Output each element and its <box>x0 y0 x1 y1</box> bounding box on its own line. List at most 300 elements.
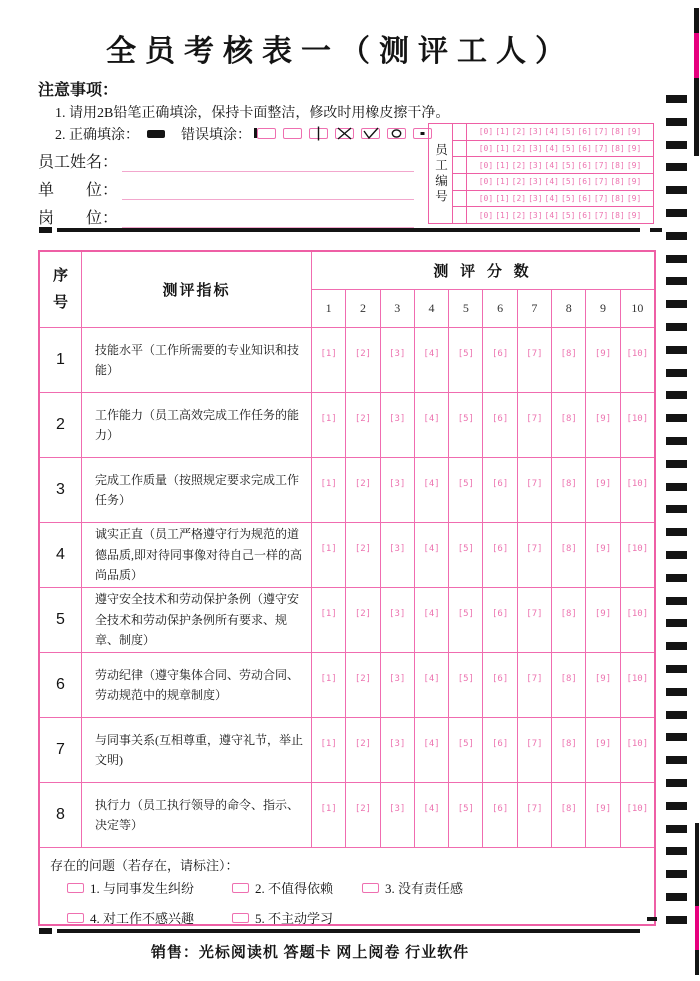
employee-number-write-cell[interactable] <box>453 157 467 173</box>
score-bubble-cell[interactable] <box>621 783 654 847</box>
separator-line-top <box>57 228 640 232</box>
score-bubble-cell[interactable] <box>381 328 415 392</box>
digit-bubble-3[interactable]: [3] <box>528 210 543 220</box>
score-bubble-1-10[interactable]: [10] <box>626 349 649 359</box>
score-bubble-6-10[interactable]: [10] <box>626 674 649 684</box>
score-bubble-cell[interactable] <box>415 328 449 392</box>
score-bubble-8-9[interactable]: [9] <box>594 804 612 814</box>
timing-mark <box>666 597 687 605</box>
score-bubble-cell[interactable] <box>552 783 586 847</box>
digit-bubble-9[interactable]: [9] <box>626 160 642 170</box>
employee-number-bubbles <box>467 174 653 190</box>
header-indicator-cell: 测评指标 <box>82 252 312 327</box>
score-bubble-5-5[interactable]: [5] <box>457 609 474 619</box>
digit-bubble-7[interactable]: [7] <box>593 177 609 187</box>
digit-bubble-8[interactable]: [8] <box>610 177 625 187</box>
score-bubble-2-2[interactable]: [2] <box>354 414 372 424</box>
score-bubble-cell[interactable] <box>552 393 586 457</box>
score-bubble-cell[interactable] <box>518 328 552 392</box>
score-bubble-cell[interactable] <box>415 653 449 717</box>
digit-bubble-4[interactable]: [4] <box>544 177 559 187</box>
digit-bubble-1[interactable]: [1] <box>495 210 510 220</box>
digit-bubble-8[interactable]: [8] <box>610 160 625 170</box>
score-bubble-4-8[interactable]: [8] <box>560 544 577 554</box>
score-bubble-7-6[interactable]: [6] <box>492 739 509 749</box>
score-bubble-7-9[interactable]: [9] <box>594 739 612 749</box>
score-bubble-cell[interactable] <box>586 588 620 652</box>
digit-bubble-2[interactable]: [2] <box>511 177 527 187</box>
score-bubble-cell[interactable] <box>415 783 449 847</box>
employee-number-grid <box>453 124 653 223</box>
score-bubble-8-8[interactable]: [8] <box>560 804 577 814</box>
problem-option <box>67 878 194 897</box>
digit-bubble-4[interactable]: [4] <box>544 194 559 204</box>
digit-bubble-3[interactable]: [3] <box>528 160 543 170</box>
employee-number-write-cell[interactable] <box>453 174 467 190</box>
score-bubble-5-8[interactable]: [8] <box>560 609 577 619</box>
score-bubble-1-3[interactable]: [3] <box>389 349 406 359</box>
score-bubble-5-2[interactable]: [2] <box>354 609 372 619</box>
score-bubble-cell[interactable] <box>312 653 346 717</box>
score-column-header-5: 5 <box>449 290 483 327</box>
correct-fill-mark-icon <box>147 130 165 138</box>
score-bubble-cell[interactable] <box>346 718 380 782</box>
score-bubble-5-7[interactable]: [7] <box>526 609 543 619</box>
score-bubble-cell[interactable] <box>586 393 620 457</box>
timing-mark <box>666 460 687 468</box>
digit-bubble-5[interactable]: [5] <box>561 127 576 137</box>
score-column-header-7: 7 <box>518 290 552 327</box>
digit-bubble-1[interactable]: [1] <box>495 127 510 137</box>
score-bubble-cell[interactable] <box>381 393 415 457</box>
wrong-fill-examples <box>257 126 439 142</box>
score-bubble-6-2[interactable]: [2] <box>354 674 372 684</box>
timing-mark <box>666 300 687 308</box>
score-bubble-8-6[interactable]: [6] <box>492 804 509 814</box>
score-bubble-cell[interactable] <box>586 653 620 717</box>
digit-bubble-4[interactable]: [4] <box>544 144 559 153</box>
score-bubble-3-9[interactable]: [9] <box>594 479 612 489</box>
score-bubble-8-2[interactable]: [2] <box>354 804 372 814</box>
score-column-header-3: 3 <box>381 290 415 327</box>
digit-bubble-0[interactable]: [0] <box>478 144 494 153</box>
score-bubble-1-7[interactable]: [7] <box>526 349 543 359</box>
score-bubble-cell[interactable] <box>381 718 415 782</box>
problem-checkbox-2[interactable] <box>232 883 249 893</box>
score-bubble-cell[interactable] <box>381 783 415 847</box>
score-bubble-4-10[interactable]: [10] <box>626 544 649 554</box>
employee-name-input-line[interactable] <box>122 151 414 172</box>
digit-bubble-3[interactable]: [3] <box>528 177 543 187</box>
score-bubble-cell[interactable] <box>518 653 552 717</box>
employee-number-write-cell[interactable] <box>453 124 467 140</box>
digit-bubble-7[interactable]: [7] <box>593 127 609 137</box>
score-bubble-5-10[interactable]: [10] <box>626 609 649 619</box>
digit-bubble-2[interactable]: [2] <box>511 127 527 137</box>
score-bubble-7-3[interactable]: [3] <box>389 739 406 749</box>
score-bubble-1-4[interactable]: [4] <box>423 349 440 359</box>
score-column-header-2: 2 <box>346 290 380 327</box>
score-bubble-6-4[interactable]: [4] <box>423 674 440 684</box>
digit-bubble-3[interactable]: [3] <box>528 127 543 137</box>
score-bubble-cell[interactable] <box>518 458 552 522</box>
row-number: 4 <box>40 523 82 587</box>
score-bubble-8-7[interactable]: [7] <box>526 804 543 814</box>
score-bubble-cell[interactable] <box>312 783 346 847</box>
score-bubble-6-6[interactable]: [6] <box>492 674 509 684</box>
digit-bubble-9[interactable]: [9] <box>626 177 642 187</box>
digit-bubble-6[interactable]: [6] <box>577 210 592 220</box>
timing-mark <box>666 779 687 787</box>
score-bubble-7-5[interactable]: [5] <box>457 739 474 749</box>
digit-bubble-8[interactable]: [8] <box>610 194 625 204</box>
digit-bubble-0[interactable]: [0] <box>478 160 494 170</box>
score-bubble-7-7[interactable]: [7] <box>526 739 543 749</box>
score-bubble-2-6[interactable]: [6] <box>492 414 509 424</box>
score-bubble-7-2[interactable]: [2] <box>354 739 372 749</box>
digit-bubble-6[interactable]: [6] <box>577 127 592 137</box>
score-bubble-cell[interactable] <box>381 523 415 587</box>
digit-bubble-8[interactable]: [8] <box>610 210 625 220</box>
score-bubble-8-4[interactable]: [4] <box>423 804 440 814</box>
score-bubble-3-1[interactable]: [1] <box>320 479 337 489</box>
score-bubble-cell[interactable] <box>483 328 517 392</box>
score-bubble-5-1[interactable]: [1] <box>320 609 337 619</box>
score-bubble-cell[interactable] <box>415 393 449 457</box>
score-bubble-cell[interactable] <box>586 328 620 392</box>
score-bubble-4-7[interactable]: [7] <box>526 544 543 554</box>
employee-number-bubbles <box>467 191 653 207</box>
timing-mark <box>666 232 687 240</box>
score-bubble-8-3[interactable]: [3] <box>389 804 406 814</box>
digit-bubble-2[interactable]: [2] <box>511 194 527 204</box>
digit-bubble-6[interactable]: [6] <box>577 194 592 204</box>
digit-bubble-8[interactable]: [8] <box>610 127 625 137</box>
row-number: 5 <box>40 588 82 652</box>
header-score-cell <box>312 252 654 327</box>
score-bubble-3-4[interactable]: [4] <box>423 479 440 489</box>
score-numbers-row <box>312 290 654 327</box>
wrong-mark-left-tick-icon <box>257 128 276 139</box>
digit-bubble-0[interactable]: [0] <box>478 127 494 137</box>
timing-mark <box>666 186 687 194</box>
score-bubble-cell[interactable] <box>415 458 449 522</box>
score-bubble-cell[interactable] <box>449 588 483 652</box>
score-bubble-cell[interactable] <box>449 783 483 847</box>
digit-bubble-3[interactable]: [3] <box>528 194 543 204</box>
score-bubble-cell[interactable] <box>312 718 346 782</box>
score-bubble-cell[interactable] <box>312 393 346 457</box>
score-bubble-cell[interactable] <box>415 588 449 652</box>
score-bubble-2-3[interactable]: [3] <box>389 414 406 424</box>
digit-bubble-7[interactable]: [7] <box>593 144 609 153</box>
score-bubble-6-7[interactable]: [7] <box>526 674 543 684</box>
score-bubble-3-7[interactable]: [7] <box>526 479 543 489</box>
score-bubble-cell[interactable] <box>449 393 483 457</box>
score-bubble-cell[interactable] <box>483 783 517 847</box>
digit-bubble-3[interactable]: [3] <box>528 144 543 153</box>
digit-bubble-6[interactable]: [6] <box>577 144 592 153</box>
header-no-label: 序号 <box>52 267 68 311</box>
score-bubble-cell[interactable] <box>552 328 586 392</box>
problem-checkbox-3[interactable] <box>362 883 379 893</box>
digit-bubble-5[interactable]: [5] <box>561 194 576 204</box>
score-bubble-2-9[interactable]: [9] <box>594 414 612 424</box>
digit-bubble-6[interactable]: [6] <box>577 160 592 170</box>
timing-mark <box>666 346 687 354</box>
score-bubble-cell[interactable] <box>518 718 552 782</box>
timing-mark <box>666 870 687 878</box>
score-bubble-7-8[interactable]: [8] <box>560 739 577 749</box>
score-bubble-2-5[interactable]: [5] <box>457 414 474 424</box>
wrong-mark-cross-icon <box>335 128 354 139</box>
digit-bubble-8[interactable]: [8] <box>610 144 625 153</box>
score-bubble-cell[interactable] <box>381 458 415 522</box>
unit-field <box>38 176 414 200</box>
score-bubble-8-1[interactable]: [1] <box>320 804 337 814</box>
score-bubble-cell[interactable] <box>621 523 654 587</box>
score-bubble-cell[interactable] <box>312 523 346 587</box>
score-bubble-cell[interactable] <box>449 328 483 392</box>
problem-checkbox-4[interactable] <box>67 913 84 923</box>
digit-bubble-1[interactable]: [1] <box>495 177 510 187</box>
score-bubble-1-6[interactable]: [6] <box>492 349 509 359</box>
score-bubble-cell[interactable] <box>346 328 380 392</box>
digit-bubble-1[interactable]: [1] <box>495 160 510 170</box>
score-bubble-3-2[interactable]: [2] <box>354 479 372 489</box>
score-bubble-3-6[interactable]: [6] <box>492 479 509 489</box>
digit-bubble-4[interactable]: [4] <box>544 210 559 220</box>
score-bubble-1-1[interactable]: [1] <box>320 349 337 359</box>
score-bubble-4-4[interactable]: [4] <box>423 544 440 554</box>
score-bubble-cell[interactable] <box>518 523 552 587</box>
score-bubble-cell[interactable] <box>621 393 654 457</box>
score-column-header-9: 9 <box>586 290 620 327</box>
table-row <box>40 783 654 848</box>
digit-bubble-9[interactable]: [9] <box>626 210 642 220</box>
timing-mark <box>666 414 687 422</box>
row-indicator-text: 执行力（员工执行领导的命令、指示、决定等） <box>82 783 312 847</box>
score-bubble-cell[interactable] <box>483 588 517 652</box>
score-bubble-cell[interactable] <box>381 588 415 652</box>
digit-bubble-7[interactable]: [7] <box>593 194 609 204</box>
score-bubble-cell[interactable] <box>415 523 449 587</box>
digit-bubble-0[interactable]: [0] <box>478 210 494 220</box>
employee-number-bubbles <box>467 141 653 157</box>
score-bubble-cell[interactable] <box>552 653 586 717</box>
digit-bubble-0[interactable]: [0] <box>478 177 494 187</box>
score-bubble-cell[interactable] <box>449 718 483 782</box>
score-bubble-cell[interactable] <box>483 653 517 717</box>
score-bubble-8-5[interactable]: [5] <box>457 804 474 814</box>
score-bubble-cell[interactable] <box>518 393 552 457</box>
score-bubble-4-2[interactable]: [2] <box>354 544 372 554</box>
score-bubble-cell[interactable] <box>312 588 346 652</box>
employee-number-row <box>453 207 653 223</box>
digit-bubble-4[interactable]: [4] <box>544 127 559 137</box>
score-column-header-6: 6 <box>483 290 517 327</box>
problem-option-label: 5. 不主动学习 <box>255 911 334 926</box>
problems-heading: 存在的问题（若存在，请标注）： <box>50 858 239 873</box>
timing-mark <box>666 95 687 103</box>
score-bubble-3-5[interactable]: [5] <box>457 479 474 489</box>
score-bubble-3-8[interactable]: [8] <box>560 479 577 489</box>
score-bubble-cell[interactable] <box>552 588 586 652</box>
score-bubble-cell[interactable] <box>346 393 380 457</box>
page-title: 全员考核表一（测评工人） <box>106 35 574 68</box>
timing-mark <box>666 711 687 719</box>
row-indicator-text: 工作能力（员工高效完成工作任务的能力） <box>82 393 312 457</box>
score-bubble-cell[interactable] <box>621 328 654 392</box>
score-bubble-cell[interactable] <box>449 458 483 522</box>
score-bubble-cell[interactable] <box>518 588 552 652</box>
score-bubble-cell[interactable] <box>483 393 517 457</box>
score-bubble-2-4[interactable]: [4] <box>423 414 440 424</box>
score-bubble-cell[interactable] <box>312 328 346 392</box>
problem-option <box>232 908 333 927</box>
score-bubble-2-10[interactable]: [10] <box>626 414 649 424</box>
employee-number-write-cell[interactable] <box>453 141 467 157</box>
score-bubble-3-3[interactable]: [3] <box>389 479 406 489</box>
post-input-line[interactable] <box>122 207 414 228</box>
calibration-magenta-bottom <box>695 906 699 950</box>
score-bubble-8-10[interactable]: [10] <box>626 804 649 814</box>
score-bubble-4-3[interactable]: [3] <box>389 544 406 554</box>
problem-option <box>362 878 463 897</box>
employee-number-row <box>453 141 653 158</box>
timing-mark <box>666 391 687 399</box>
score-bubble-cell[interactable] <box>621 458 654 522</box>
calibration-magenta-top <box>694 33 699 78</box>
score-bubble-cell[interactable] <box>621 653 654 717</box>
digit-bubble-7[interactable]: [7] <box>593 160 609 170</box>
digit-bubble-5[interactable]: [5] <box>561 177 576 187</box>
score-bubble-cell[interactable] <box>312 458 346 522</box>
score-bubble-4-1[interactable]: [1] <box>320 544 337 554</box>
timing-mark <box>666 437 687 445</box>
score-bubble-5-9[interactable]: [9] <box>594 609 612 619</box>
score-bubble-cell[interactable] <box>518 783 552 847</box>
score-bubble-cell[interactable] <box>346 588 380 652</box>
score-bubble-1-9[interactable]: [9] <box>594 349 612 359</box>
score-bubble-cell[interactable] <box>346 783 380 847</box>
employee-number-bubbles <box>467 157 653 173</box>
score-bubble-cell[interactable] <box>415 718 449 782</box>
score-bubble-cell[interactable] <box>346 458 380 522</box>
score-bubble-cell[interactable] <box>346 523 380 587</box>
score-bubble-cell[interactable] <box>552 458 586 522</box>
score-bubble-5-4[interactable]: [4] <box>423 609 440 619</box>
score-bubble-cell[interactable] <box>381 653 415 717</box>
sync-square-bottom <box>39 928 52 934</box>
score-bubble-cell[interactable] <box>449 523 483 587</box>
timing-mark <box>666 323 687 331</box>
score-bubble-cell[interactable] <box>552 718 586 782</box>
timing-mark <box>666 847 687 855</box>
score-bubble-2-8[interactable]: [8] <box>560 414 577 424</box>
notice-item-1: 1. 请用2B铅笔正确填涂，保持卡面整洁，修改时用橡皮擦干净。 <box>55 106 450 121</box>
unit-input-line[interactable] <box>122 179 414 200</box>
row-indicator-text: 劳动纪律（遵守集体合同、劳动合同、劳动规范中的规章制度） <box>82 653 312 717</box>
score-bubble-7-4[interactable]: [4] <box>423 739 440 749</box>
score-bubble-cell[interactable] <box>621 588 654 652</box>
digit-bubble-1[interactable]: [1] <box>495 144 510 153</box>
digit-bubble-5[interactable]: [5] <box>561 144 576 153</box>
digit-bubble-2[interactable]: [2] <box>511 210 527 220</box>
score-bubble-cell[interactable] <box>586 458 620 522</box>
score-bubble-7-1[interactable]: [1] <box>320 739 337 749</box>
table-row <box>40 653 654 718</box>
score-bubble-2-7[interactable]: [7] <box>526 414 543 424</box>
wrong-mark-circle-icon <box>387 128 406 139</box>
score-bubble-1-8[interactable]: [8] <box>560 349 577 359</box>
score-bubble-cell[interactable] <box>346 653 380 717</box>
score-bubble-6-8[interactable]: [8] <box>560 674 577 684</box>
score-bubble-6-9[interactable]: [9] <box>594 674 612 684</box>
score-bubble-5-6[interactable]: [6] <box>492 609 509 619</box>
score-bubble-6-1[interactable]: [1] <box>320 674 337 684</box>
digit-bubble-9[interactable]: [9] <box>626 144 642 153</box>
score-bubble-cell[interactable] <box>621 718 654 782</box>
digit-bubble-0[interactable]: [0] <box>478 194 494 204</box>
table-row <box>40 393 654 458</box>
score-bubble-1-2[interactable]: [2] <box>354 349 372 359</box>
score-bubble-5-3[interactable]: [3] <box>389 609 406 619</box>
problem-checkbox-1[interactable] <box>67 883 84 893</box>
timing-mark <box>666 277 687 285</box>
digit-bubble-2[interactable]: [2] <box>511 144 527 153</box>
row-number: 8 <box>40 783 82 847</box>
digit-bubble-2[interactable]: [2] <box>511 160 527 170</box>
digit-bubble-4[interactable]: [4] <box>544 160 559 170</box>
score-bubble-cell[interactable] <box>483 718 517 782</box>
digit-bubble-5[interactable]: [5] <box>561 160 576 170</box>
employee-number-write-cell[interactable] <box>453 191 467 207</box>
score-bubble-1-5[interactable]: [5] <box>457 349 474 359</box>
table-row <box>40 458 654 523</box>
score-bubble-4-6[interactable]: [6] <box>492 544 509 554</box>
employee-number-row <box>453 157 653 174</box>
score-bubble-4-9[interactable]: [9] <box>594 544 612 554</box>
score-bubble-6-3[interactable]: [3] <box>389 674 406 684</box>
employee-number-row <box>453 174 653 191</box>
score-bubble-cell[interactable] <box>483 458 517 522</box>
digit-bubble-9[interactable]: [9] <box>626 127 642 137</box>
score-bubble-cell[interactable] <box>552 523 586 587</box>
digit-bubble-6[interactable]: [6] <box>577 177 592 187</box>
sync-dash-bottom <box>647 917 657 921</box>
digit-bubble-9[interactable]: [9] <box>626 194 642 204</box>
score-bubble-cell[interactable] <box>586 718 620 782</box>
digit-bubble-7[interactable]: [7] <box>593 210 609 220</box>
problem-checkbox-5[interactable] <box>232 913 249 923</box>
score-bubble-cell[interactable] <box>586 783 620 847</box>
score-bubble-cell[interactable] <box>483 523 517 587</box>
score-bubble-4-5[interactable]: [5] <box>457 544 474 554</box>
digit-bubble-1[interactable]: [1] <box>495 194 510 204</box>
score-column-header-8: 8 <box>552 290 586 327</box>
score-bubble-7-10[interactable]: [10] <box>626 739 649 749</box>
employee-name-label: 员工姓名： <box>38 154 119 171</box>
employee-number-write-cell[interactable] <box>453 207 467 223</box>
digit-bubble-5[interactable]: [5] <box>561 210 576 220</box>
score-bubble-cell[interactable] <box>586 523 620 587</box>
score-bubble-6-5[interactable]: [5] <box>457 674 474 684</box>
score-bubble-cell[interactable] <box>449 653 483 717</box>
score-bubble-2-1[interactable]: [1] <box>320 414 337 424</box>
score-bubble-3-10[interactable]: [10] <box>626 479 649 489</box>
table-row <box>40 588 654 653</box>
